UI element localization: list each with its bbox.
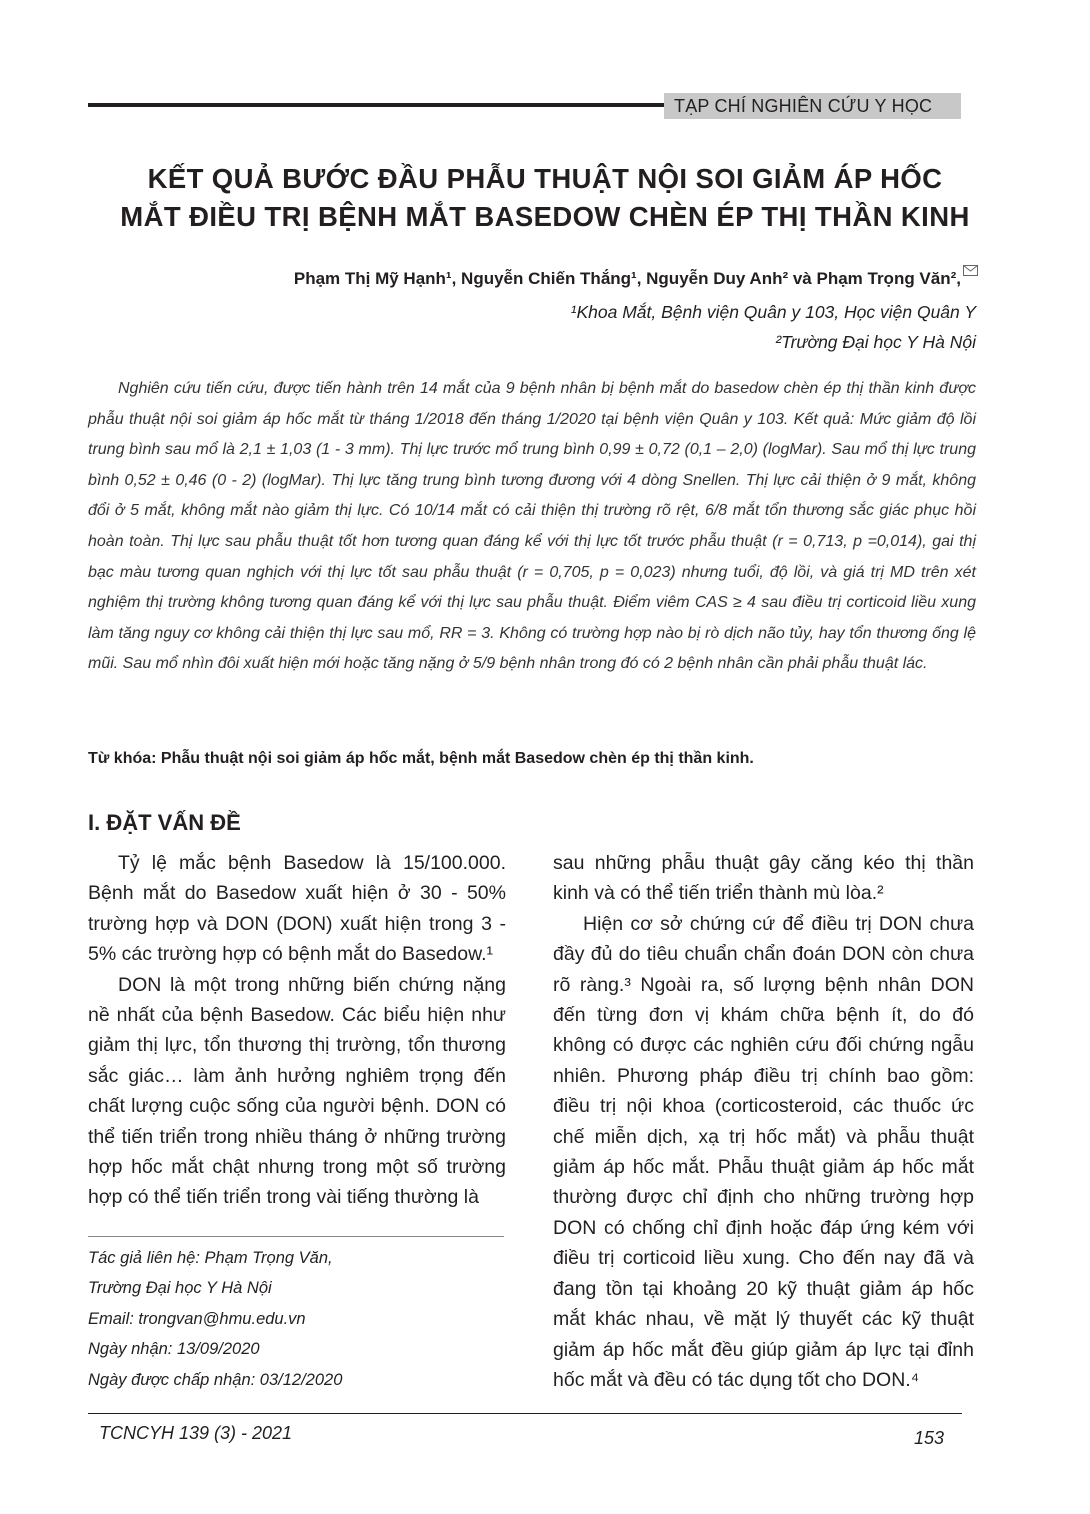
contact-author: Tác giả liên hệ: Phạm Trọng Văn, <box>88 1249 333 1267</box>
paragraph: Tỷ lệ mắc bệnh Basedow là 15/100.000. Bệnh mắt do Basedow xuất hiện ở 30 - 50% trường hợp và DON (DON) xuất hiện trong 3 - 5% các trường hợp có bệnh mắt do Basedow.¹ <box>88 852 506 966</box>
affiliation-2: ²Trường Đại học Y Hà Nội <box>775 332 976 352</box>
title-line-2: MẮT ĐIỀU TRỊ BỆNH MẮT BASEDOW CHÈN ÉP THỊ THẦN KINH <box>120 201 970 232</box>
paper-title <box>60 160 1030 236</box>
affiliation-1: ¹Khoa Mắt, Bệnh viện Quân y 103, Học viện Quân Y <box>570 302 976 322</box>
keywords: Từ khóa: Phẫu thuật nội soi giảm áp hốc mắt, bệnh mắt Basedow chèn ép thị thần kinh. <box>88 750 754 767</box>
paragraph: Hiện cơ sở chứng cứ để điều trị DON chưa đầy đủ do tiêu chuẩn chẩn đoán DON còn chưa rõ ràng.³ Ngoài ra, số lượng bệnh nhân DON đến từng đơn vị khám chữa bệnh ít, do đó không có được các nghiên cứu đối chứng ngẫu nhiên. Phương pháp điều trị chính bao gồm: điều trị nội khoa (corticosteroid, các thuốc ức chế miễn dịch, xạ trị hốc mắt) và phẫu thuật giảm áp hốc mắt. Phẫu thuật giảm áp hốc mắt thường được chỉ định cho những trường hợp DON có chống chỉ định hoặc đáp ứng kém với điều trị corticoid liều xung. Cho đến nay đã và đang tồn tại khoảng 20 kỹ thuật giảm áp hốc mắt khác nhau, về mặt lý thuyết các kỹ thuật giảm áp hốc mắt đều giúp giảm áp lực tại đỉnh hốc mắt và đều có tác dụng tốt cho DON.⁴ <box>553 912 974 1391</box>
journal-issue: TCNCYH 139 (3) - 2021 <box>99 1423 293 1443</box>
journal-name: TẠP CHÍ NGHIÊN CỨU Y HỌC <box>664 93 961 119</box>
header-rule <box>88 103 668 107</box>
left-column <box>88 848 506 1213</box>
paragraph: DON là một trong những biến chứng nặng nề nhất của bệnh Basedow. Các biểu hiện như giảm thị lực, tổn thương thị trường, tổn thương sắc giác… làm ảnh hưởng nghiêm trọng đến chất lượng cuộc sống của người bệnh. DON có thể tiến triển trong nhiều tháng ở những trường hợp hốc mắt chật nhưng trong một số trường hợp có thể tiến triển trong vài tiếng thường là <box>88 973 506 1209</box>
abstract: Nghiên cứu tiến cứu, được tiến hành trên 14 mắt của 9 bệnh nhân bị bệnh mắt do basedow chèn ép thị thần kinh được phẫu thuật nội soi giảm áp hốc mắt từ tháng 1/2018 đến tháng 1/2020 tại bệnh viện Quân y 103. Kết quả: Mức giảm độ lồi trung bình sau mổ là 2,1 ± 1,03 (1 - 3 mm). Thị lực trước mổ trung bình 0,99 ± 0,72 (0,1 – 2,0) (logMar). Sau mổ thị lực trung bình 0,52 ± 0,46 (0 - 2) (logMar). Thị lực tăng trung bình tương đương với 4 dòng Snellen. Thị lực cải thiện ở 9 mắt, không đổi ở 5 mắt, không mắt nào giảm thị lực. Có 10/14 mắt có cải thiện thị trường rõ rệt, 6/8 mắt tổn thương sắc giác phục hồi hoàn toàn. Thị lực sau phẫu thuật tốt hơn tương quan đáng kể với thị lực tốt trước phẫu thuật (r = 0,713, p =0,014), gai thị bạc màu tương quan nghịch với thị lực tốt sau phẫu thuật (r = 0,705, p = 0,023) nhưng tuổi, độ lồi, và giá trị MD trên xét nghiệm thị trường không tương quan đáng kể với thị lực sau phẫu thuật. Điểm viêm CAS ≥ 4 sau điều trị corticoid liều xung làm tăng nguy cơ không cải thiện thị lực sau mổ, RR = 3. Không có trường hợp nào bị rò dịch não tủy, hay tổn thương ống lệ mũi. Sau mổ nhìn đôi xuất hiện mới hoặc tăng nặng ở 5/9 bệnh nhân trong đó có 2 bệnh nhân cần phải phẫu thuật lác. <box>88 380 976 673</box>
title-line-1: KẾT QUẢ BƯỚC ĐẦU PHẪU THUẬT NỘI SOI GIẢM ÁP HỐC <box>147 163 943 194</box>
contact-email: Email: trongvan@hmu.edu.vn <box>88 1309 306 1328</box>
page-number: 153 <box>914 1428 945 1448</box>
contact-institution: Trường Đại học Y Hà Nội <box>88 1279 272 1298</box>
section-heading: I. ĐẶT VẤN ĐỀ <box>88 810 241 835</box>
received-date: Ngày nhận: 13/09/2020 <box>88 1340 260 1359</box>
right-column <box>553 848 974 1395</box>
author-names: Phạm Thị Mỹ Hạnh¹, Nguyễn Chiến Thắng¹, Nguyễn Duy Anh² và Phạm Trọng Văn², <box>293 269 961 288</box>
footnote-rule <box>88 1236 504 1237</box>
accepted-date: Ngày được chấp nhận: 03/12/2020 <box>88 1370 343 1389</box>
correspondence-footnote <box>88 1243 342 1395</box>
footer-rule <box>88 1413 962 1414</box>
paragraph: sau những phẫu thuật gây căng kéo thị thần kinh và có thể tiến triển thành mù lòa.² <box>553 852 974 905</box>
author-list <box>294 269 978 289</box>
envelope-icon <box>963 263 978 279</box>
